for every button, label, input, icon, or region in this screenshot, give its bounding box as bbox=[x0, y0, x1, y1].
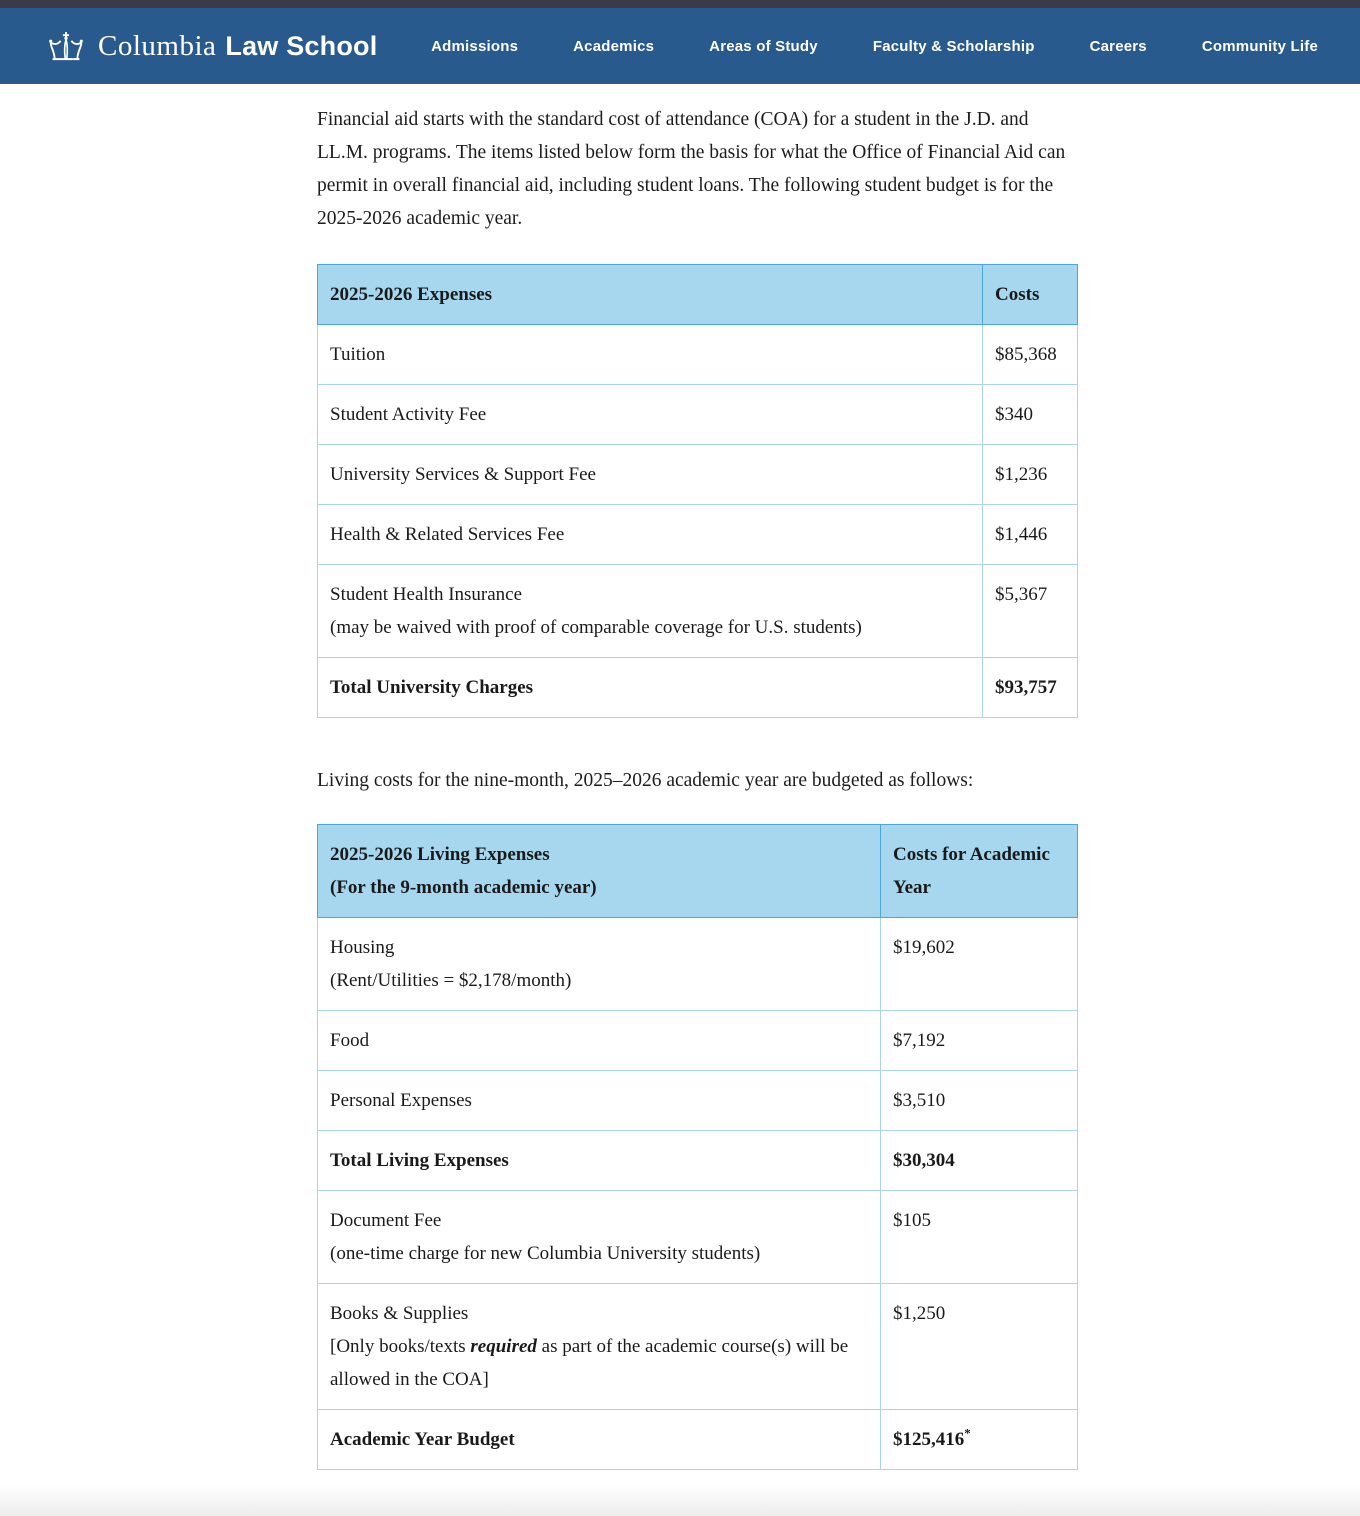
table-row-books-supplies bbox=[318, 1284, 1078, 1410]
row-label: Academic Year Budget bbox=[318, 1410, 881, 1470]
nav-item-careers[interactable]: Careers bbox=[1089, 37, 1147, 55]
row-label: University Services & Support Fee bbox=[318, 445, 983, 505]
costs-academic-year-header-cell: Costs for Academic Year bbox=[881, 825, 1078, 918]
table-header-row bbox=[318, 265, 1078, 325]
row-label: Housing bbox=[330, 937, 395, 958]
row-note: (Rent/Utilities = $2,178/month) bbox=[330, 970, 572, 991]
living-expenses-header-line1: 2025-2026 Living Expenses bbox=[330, 844, 550, 865]
row-label: Document Fee bbox=[330, 1210, 442, 1231]
row-label: Total Living Expenses bbox=[318, 1131, 881, 1191]
top-edge-strip bbox=[0, 0, 1360, 8]
columbia-crown-icon bbox=[46, 31, 86, 62]
brand-name-columbia: Columbia bbox=[98, 29, 217, 62]
brand-name-law-school: Law School bbox=[225, 30, 378, 61]
row-value: $93,757 bbox=[983, 658, 1078, 718]
row-label: Books & Supplies bbox=[330, 1303, 469, 1324]
nav-item-areas-of-study[interactable]: Areas of Study bbox=[709, 37, 818, 55]
row-label: Tuition bbox=[318, 325, 983, 385]
nav-item-faculty-scholarship[interactable]: Faculty & Scholarship bbox=[872, 37, 1035, 55]
costs-header-cell: Costs bbox=[983, 265, 1078, 325]
expenses-header-cell: 2025-2026 Expenses bbox=[318, 265, 983, 325]
row-value: $1,236 bbox=[983, 445, 1078, 505]
row-note: (one-time charge for new Columbia University students) bbox=[330, 1243, 761, 1264]
primary-navigation bbox=[431, 38, 1318, 55]
required-emphasis: required bbox=[470, 1336, 537, 1357]
nav-item-community-life[interactable]: Community Life bbox=[1201, 37, 1318, 55]
table-row-health-services-fee bbox=[318, 505, 1078, 565]
table-row-student-health-insurance bbox=[318, 565, 1078, 658]
row-value: $125,416 bbox=[893, 1429, 965, 1450]
intro-paragraph: Financial aid starts with the standard cost of attendance (COA) for a student in the J.D. and LL.M. programs. The items listed below form the basis for what the Office of Financial Aid can permit in overall financial aid, including student loans. The following student budget is for the 2025-2026 academic year. bbox=[317, 109, 1066, 229]
row-label: Health & Related Services Fee bbox=[318, 505, 983, 565]
table-row-food bbox=[318, 1011, 1078, 1071]
table-row-student-activity-fee bbox=[318, 385, 1078, 445]
row-value: $1,446 bbox=[983, 505, 1078, 565]
row-value: $19,602 bbox=[881, 918, 1078, 1011]
row-value: $85,368 bbox=[983, 325, 1078, 385]
table-header-row bbox=[318, 825, 1078, 918]
row-label: Total University Charges bbox=[318, 658, 983, 718]
nav-item-admissions[interactable]: Admissions bbox=[431, 37, 519, 55]
row-label: Food bbox=[318, 1011, 881, 1071]
row-value: $105 bbox=[881, 1191, 1078, 1284]
row-label: Personal Expenses bbox=[318, 1071, 881, 1131]
row-value: $30,304 bbox=[881, 1131, 1078, 1191]
page-bottom-fade bbox=[0, 1484, 1360, 1516]
nav-item-academics[interactable]: Academics bbox=[573, 37, 655, 55]
table-row-university-services-fee bbox=[318, 445, 1078, 505]
university-charges-table bbox=[317, 264, 1078, 718]
columbia-law-school-logo[interactable] bbox=[46, 30, 377, 63]
table-row-personal-expenses bbox=[318, 1071, 1078, 1131]
table-row-total-living-expenses bbox=[318, 1131, 1078, 1191]
row-note: [Only books/texts required as part of the academic course(s) will be allowed in the COA] bbox=[330, 1336, 849, 1390]
row-note: (may be waived with proof of comparable coverage for U.S. students) bbox=[330, 617, 862, 638]
table-row-housing bbox=[318, 918, 1078, 1011]
row-label: Student Health Insurance bbox=[330, 584, 523, 605]
row-value: $5,367 bbox=[983, 565, 1078, 658]
row-value: $1,250 bbox=[881, 1284, 1078, 1410]
table-row-total-university-charges bbox=[318, 658, 1078, 718]
main-content bbox=[317, 103, 1077, 1470]
row-value: $3,510 bbox=[881, 1071, 1078, 1131]
table-row-document-fee bbox=[318, 1191, 1078, 1284]
row-value: $7,192 bbox=[881, 1011, 1078, 1071]
budget-footnote-asterisk: * bbox=[964, 1425, 971, 1441]
table-row-academic-year-budget bbox=[318, 1410, 1078, 1470]
living-expenses-header-line2: (For the 9-month academic year) bbox=[330, 877, 597, 898]
row-label: Student Activity Fee bbox=[318, 385, 983, 445]
table-row-tuition bbox=[318, 325, 1078, 385]
row-value: $340 bbox=[983, 385, 1078, 445]
site-navbar bbox=[0, 8, 1360, 84]
living-costs-paragraph: Living costs for the nine-month, 2025–2026 academic year are budgeted as follows: bbox=[317, 770, 974, 791]
living-expenses-table bbox=[317, 824, 1078, 1470]
